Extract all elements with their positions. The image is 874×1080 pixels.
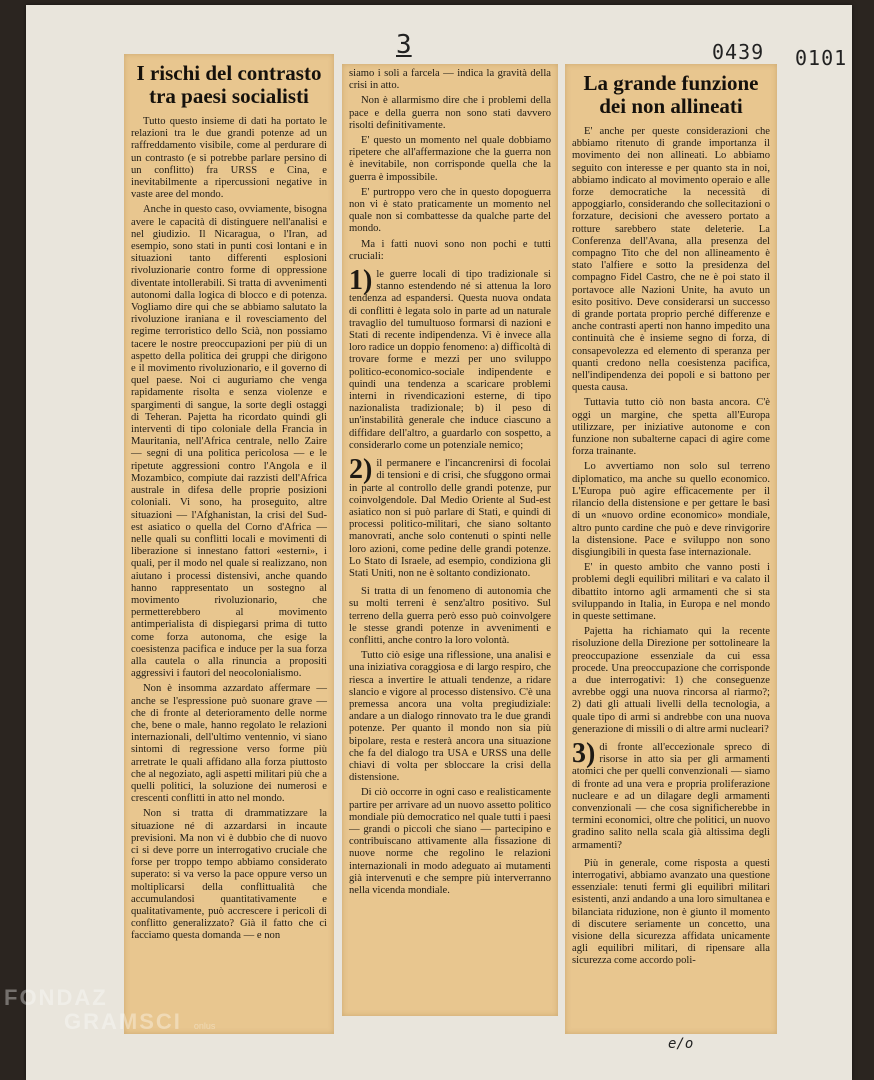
point-text: di fronte all'eccezionale spreco di risorse in atto sia per gli armamenti atomici che per quelli convenzionali — siamo di fronte ad una vera e propria proliferazione nucleare e ad un dilagare degli armamenti convenzionali — che cosa significherebbe in termini economici, oltre che politici, un nuovo gradino salito nella scala già altissima degli armamenti?	[572, 741, 770, 851]
article-column-1	[124, 54, 334, 1034]
paragraph: Pajetta ha richiamato qui la recente risoluzione della Direzione per sottolineare la preoccupazione essenziale da cui essa procede. Una preoccupazione che corrisponde a due interrogativi: 1) che conseguenze avrebbe oggi una nuova rincorsa al riarmo?; 2) dati gli attuali livelli della tecnologia, a quale tipo di armi si andrebbe con una nuova generazione di missili o di altre armi nucleari?	[572, 626, 770, 735]
paragraph: E' purtroppo vero che in questo dopoguerra non vi è stato praticamente un momento nel quale non si combattesse da qualche parte del mondo.	[349, 186, 551, 235]
article-column-3	[565, 64, 777, 1034]
paragraph: Più in generale, come risposta a questi interrogativi, abbiamo avanzato una questione essenziale: tenuti fermi gli equilibri militari esistenti, anzi andando a una loro simultanea e bilanciata riduzione, non è giunto il momento di discutere seriamente un concetto, una visione della sicurezza affidata unicamente agli equilibri militari, di ripensare alla sicurezza come accordo poli-	[572, 857, 770, 967]
watermark-line1: FONDAZ	[4, 985, 108, 1010]
paragraph: Ma i fatti nuovi sono non pochi e tutti cruciali:	[349, 238, 551, 262]
paragraph: Tutto questo insieme di dati ha portato le relazioni tra le due grandi potenze ad un raffreddamento visibile, come al perdurare di un contrasto (e si potrebbe parlare persino di un conflitto) fra URSS e Cina, e inevitabilmente a ripercussioni negative in vaste aree del mondo.	[131, 116, 327, 201]
numbered-point-1	[349, 265, 551, 452]
paragraph: Di ciò occorre in ogni caso e realisticamente partire per arrivare ad un nuovo assetto politico mondiale più democratico nel quale tutti i paesi — grandi o piccoli che siano — partecipino e contribuiscano attivamente alla fissazione di nuove norme che regolino le relazioni internazionali in modo adeguato ai mutamenti già intervenuti e che sempre più interverranno nella vicenda mondiale.	[349, 787, 551, 896]
archive-id-b: 0101	[795, 46, 848, 70]
article-column-2	[342, 64, 558, 1016]
watermark-line2: GRAMSCI onlus	[64, 1009, 216, 1034]
point-text: le guerre locali di tipo tradizionale si stanno estendendo né si attenua la loro tendenza ad espandersi. Questa nuova ondata di conflitti è legata solo in parte ad un naturale travaglio del tumultuoso formarsi di nazioni e Stati di recente indipendenza. Vi è invece alla loro radice un doppio fenomeno: a) difficoltà di trovare forme e mezzi per uno sviluppo politico-economico-sociale indipendente e quindi una tendenza a scaricare problemi interni in rivendicazioni esterne, di tipo nazionalista tradizionale; b) il peso di un'instabilità generale che induce ciascuno a diffidare dell'altro, a guardarlo con sospetto, a considerarlo come un potenziale nemico;	[349, 269, 551, 451]
page-number: 3	[396, 30, 412, 60]
paragraph: E' questo un momento nel quale dobbiamo ripetere che all'affermazione che la guerra non è inevitabile, non corrisponde quella che la guerra è impossibile.	[349, 135, 551, 183]
point-number: 2)	[349, 454, 373, 486]
paragraph: Non è insomma azzardato affermare — anche se l'espressione può suonare grave — che di fronte al deterioramento delle norme che, bene o male, hanno regolato le relazioni internazionali, dell'ultimo ventennio, vi siano sintomi di regressione verso forme più arretrate le quali affidano alla forza piuttosto che al negoziato, agli aspetti militari più che a quelli politici, la soluzione dei numerosi e crescenti conflitti in atto nel mondo.	[131, 683, 327, 805]
paragraph: E' in questo ambito che vanno posti i problemi degli equilibri militari e va calato il dibattito intorno agli armamenti che si sta sviluppando in Italia, in Europa e nel mondo in queste settimane.	[572, 562, 770, 622]
column-3-headline: La grande funzione dei non allineati	[583, 71, 759, 118]
footer-note: e/o	[668, 1036, 694, 1052]
paragraph: Anche in questo caso, ovviamente, bisogna avere le capacità di distinguere nell'analisi e nel giudizio. Il Nicaragua, o l'Iran, ad esempio, sono stati in punti così lontani e in situazioni tanto differenti esplosioni rivoluzionarie contro forme di oppressione diventate intollerabili. Si tratta di avvenimenti autonomi dalla logica di blocco e di potenza. Vogliamo dire qui che se abbiamo salutato la rivoluzione iraniana e il rovesciamento del regime terroristico dello Scià, non possiamo tacere le nostre preoccupazioni per più di un aspetto della politica dei gruppi che dirigono e il movimento rivoluzionario, e il governo di quel paese. Noi ci auguriamo che venga rapidamente risolta e senza violenze e spargimenti di sangue, la sorte degli ostaggi di Teheran. Pajetta ha ricordato quindi gli interventi di tipo coloniale della Francia in Mauritania, nell'Africa centrale, nello Zaire — segni di una politica pericolosa — e le ripetute aggressioni contro l'Angola e il Mozambico, compiute dai razzisti dell'Africa australe in difesa delle proprie posizioni coloniali. Vi sono, ha proseguito, altre situazioni — l'Afghanistan, la crisi del Sud-est asiatico o quella del Corno d'Africa — nelle quali su conflitti locali e movimenti di liberazione si innestano fattori «esterni», i quali, per il modo nel quale si realizzano, non aiutano i processi distensivi, anche quando hanno rappresentato un sostegno al movimento rivoluzionario, che permetterebbero al movimento antimperialista di dispiegarsi prima di tutto come forza autonoma, che esige la coesistenza pacifica e induce per la sua forza alla cautela o alla rinuncia a propositi aggressivi i fautori del neocolonialismo.	[131, 204, 327, 680]
point-number: 1)	[349, 265, 373, 297]
paragraph: Non si tratta di drammatizzare la situazione né di azzardarsi in incaute previsioni. Ma non vi è dubbio che di nuovo ci si deve porre un interrogativo cruciale che forse per troppo tempo abbiamo considerato superato: si va verso la pace oppure verso un moltiplicarsi della conflittualità che accumulandosi quantitativamente e qualitativamente, può accrescere i pericoli di conflitto generalizzato? Già il fatto che ci facciamo questa domanda — e non	[131, 808, 327, 942]
numbered-point-2	[349, 454, 551, 580]
numbered-point-3	[572, 737, 770, 852]
watermark-logo	[4, 986, 215, 1038]
archive-id-a: 0439	[712, 40, 765, 64]
paragraph: E' anche per queste considerazioni che abbiamo ritenuto di grande importanza il movimento dei non allineati. Lo abbiamo seguito con interesse e per quanto sta in noi, abbiamo indicato al movimento operaio e alle forze democratiche la necessità di appoggiarlo, considerando che sollecitazioni o forzature, decisioni che avessero portato a rotture sarebbero state deleterie. La Conferenza dell'Avana, alla presenza del compagno Tito che del non allineamento è stato l'alfiere e sotto la presidenza del compagno Fidel Castro, che ne è poi stato il portavoce alle Nazioni Unite, ha avuto un esito positivo. Deve considerarsi un successo di grande portata proprio perché differenze e anche contrasti aperti non hanno impedito una continuità che è insieme segno di forza, di consapevolezza ed elemento di speranza per quanti credono nella coesistenza pacifica, nell'indipendenza dei popoli e si battono per questa causa.	[572, 126, 770, 394]
point-number: 3)	[572, 737, 596, 769]
column-1-headline: I rischi del contrasto tra paesi socialisti	[136, 61, 322, 108]
paragraph: Tuttavia tutto ciò non basta ancora. C'è oggi un margine, che spetta all'Europa utilizzare, per iniziative autonome e con funzione non subalterne capaci di agire come forza trainante.	[572, 397, 770, 458]
paragraph: Non è allarmismo dire che i problemi della pace e della guerra non sono stati davvero risolti definitivamente.	[349, 95, 551, 131]
point-text: il permanere e l'incancrenirsi di focolai di tensioni e di crisi, che sfuggono ormai in parte al controllo delle grandi potenze, pur coinvolgendole. Dal Medio Oriente al Sud-est asiatico non si può parlare di Stati, e quindi di processi politico-militari, che siano soltanto manovrati, anche solo contenuti o spinti nelle loro azioni, come pedine delle grandi potenze. Lo Stato di Israele, ad esempio, condiziona gli Stati Uniti, non ne è soltanto condizionato.	[349, 458, 551, 579]
paragraph: Si tratta di un fenomeno di autonomia che su molti terreni è senz'altro positivo. Sul terreno della guerra però esso può coinvolgere le stesse grandi potenze in avvenimenti e conflitti, anche contro la loro volontà.	[349, 586, 551, 646]
paragraph: Lo avvertiamo non solo sul terreno diplomatico, ma anche su quello economico. L'Europa può agire efficacemente per il rilancio della distensione e per gettare le basi di un «nuovo ordine economico» mondiale, altro punto cardine che può e deve rinvigorire la distensione. Pace e sviluppo non sono disgiungibili in questa fase internazionale.	[572, 461, 770, 558]
paragraph: Tutto ciò esige una riflessione, una analisi e una iniziativa coraggiosa e di largo respiro, che riesca a invertire le attuali tendenze, a ridare slancio e vigore al processo distensivo. C'è una premessa ancora una volta pregiudiziale: andare a un dialogo rinnovato tra le due grandi potenze. Per quanto il mondo non sia più bipolare, resta e resterà ancora una situazione che fa del dialogo tra USA e URSS una delle chiavi di volta per sbloccare la crisi della distensione.	[349, 650, 551, 784]
paragraph: siamo i soli a farcela — indica la gravità della crisi in atto.	[349, 68, 551, 92]
